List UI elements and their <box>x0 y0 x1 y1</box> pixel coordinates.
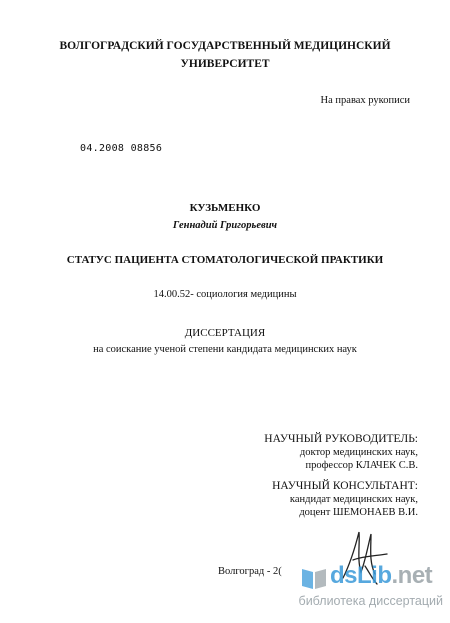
consultant-heading: НАУЧНЫЙ КОНСУЛЬТАНТ: <box>272 480 418 492</box>
university-name-line2: УНИВЕРСИТЕТ <box>180 58 270 70</box>
watermark-brand-suffix: .net <box>391 562 433 589</box>
watermark-subtitle: библиотека диссертаций <box>298 594 443 608</box>
consultant-name: доцент ШЕМОНАЕВ В.И. <box>299 507 418 518</box>
document-type: ДИССЕРТАЦИЯ <box>184 327 266 339</box>
watermark-brand <box>330 562 432 590</box>
city-year: Волгоград - 2( <box>218 566 282 577</box>
dslib-watermark <box>275 562 445 620</box>
author-given-names: Геннадий Григорьевич <box>172 220 278 231</box>
degree-description: на соискание ученой степени кандидата медицинских наук <box>93 344 357 355</box>
consultant-block <box>272 480 418 519</box>
manuscript-rights-note: На правах рукописи <box>320 95 410 106</box>
supervisor-block <box>264 433 418 472</box>
thesis-title: СТАТУС ПАЦИЕНТА СТОМАТОЛОГИЧЕСКОЙ ПРАКТИКИ <box>66 254 384 266</box>
university-name-line1: ВОЛГОГРАДСКИЙ ГОСУДАРСТВЕННЫЙ МЕДИЦИНСКИЙ <box>59 40 391 52</box>
archive-stamp-number: 04.2008 08856 <box>80 143 163 154</box>
supervisor-degree: доктор медицинских наук, <box>299 447 418 458</box>
author-surname: КУЗЬМЕНКО <box>189 202 261 214</box>
supervisor-name: профессор КЛАЧЕК С.В. <box>305 460 418 471</box>
supervisor-heading: НАУЧНЫЙ РУКОВОДИТЕЛЬ: <box>264 433 418 445</box>
book-icon <box>299 564 329 592</box>
specialty-code: 14.00.52- социология медицины <box>153 289 297 300</box>
consultant-degree: кандидат медицинских наук, <box>289 494 418 505</box>
watermark-brand-main: dsLib <box>330 562 392 589</box>
